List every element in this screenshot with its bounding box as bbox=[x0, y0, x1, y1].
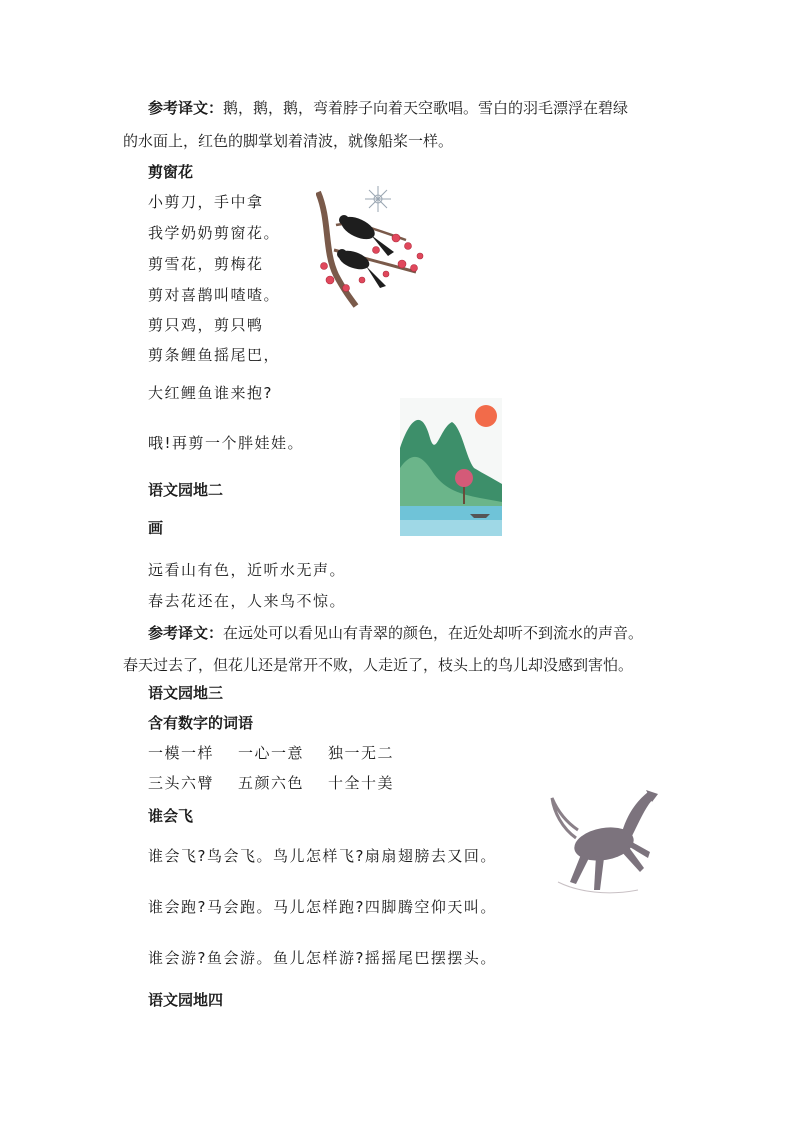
poem-line: 春去花还在，人来鸟不惊。 bbox=[148, 592, 347, 610]
poem-line: 谁会游?鱼会游。鱼儿怎样游?摇摇尾巴摆摆头。 bbox=[148, 949, 497, 967]
poem-title-hua: 画 bbox=[148, 519, 164, 537]
goose-translation-line-1 bbox=[148, 98, 628, 118]
translation-text: 在远处可以看见山有青翠的颜色，在近处却听不到流水的声音。 bbox=[223, 624, 644, 642]
poem-line: 剪条鲤鱼摇尾巴， bbox=[148, 346, 281, 364]
number-words-title: 含有数字的词语 bbox=[148, 714, 254, 732]
poem-line: 哦!再剪一个胖娃娃。 bbox=[148, 434, 305, 452]
poem-line: 远看山有色，近听水无声。 bbox=[148, 561, 347, 579]
poem-line: 小剪刀，手中拿 bbox=[148, 193, 264, 211]
hua-translation-line-1 bbox=[148, 623, 643, 643]
poem-title-shuihuifei: 谁会飞 bbox=[148, 807, 194, 825]
poem-line: 剪只鸡，剪只鸭 bbox=[148, 316, 264, 334]
poem-line: 剪雪花，剪梅花 bbox=[148, 255, 264, 273]
number-word: 独一无二 bbox=[328, 744, 395, 762]
number-word: 十全十美 bbox=[328, 774, 395, 792]
snowflake-icon bbox=[365, 186, 391, 212]
number-word: 五颜六色 bbox=[238, 774, 305, 792]
section-heading-garden-3: 语文园地三 bbox=[148, 684, 224, 702]
number-word: 一模一样 bbox=[148, 744, 215, 762]
poem-line: 剪对喜鹊叫喳喳。 bbox=[148, 286, 281, 304]
poem-line: 谁会飞?鸟会飞。鸟儿怎样飞?扇扇翅膀去又回。 bbox=[148, 847, 497, 865]
poem-title-jianchuanghua: 剪窗花 bbox=[148, 163, 194, 181]
poem-line: 我学奶奶剪窗花。 bbox=[148, 224, 281, 242]
landscape-mountain-lake-illustration bbox=[400, 398, 502, 536]
galloping-horse-illustration bbox=[548, 772, 660, 912]
number-word: 一心一意 bbox=[238, 744, 305, 762]
translation-text: 鹅，鹅，鹅，弯着脖子向着天空歌唱。雪白的羽毛漂浮在碧绿 bbox=[223, 99, 629, 117]
hua-translation-line-2: 春天过去了，但花儿还是常开不败，人走近了，枝头上的鸟儿却没感到害怕。 bbox=[123, 656, 634, 674]
number-word: 三头六臂 bbox=[148, 774, 215, 792]
translation-label: 参考译文： bbox=[148, 99, 224, 117]
section-heading-garden-4: 语文园地四 bbox=[148, 991, 224, 1009]
translation-label: 参考译文： bbox=[148, 624, 224, 642]
magpie-plum-blossom-illustration bbox=[316, 180, 426, 308]
section-heading-garden-2: 语文园地二 bbox=[148, 481, 224, 499]
poem-line: 大红鲤鱼谁来抱? bbox=[148, 384, 273, 402]
poem-line: 谁会跑?马会跑。马儿怎样跑?四脚腾空仰天叫。 bbox=[148, 898, 497, 916]
goose-translation-line-2: 的水面上，红色的脚掌划着清波，就像船桨一样。 bbox=[123, 132, 454, 150]
